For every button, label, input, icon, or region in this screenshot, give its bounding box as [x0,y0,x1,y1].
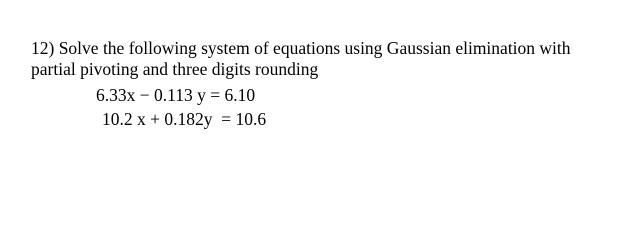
problem-text-line-2: partial pivoting and three digits rounding [31,59,319,79]
equation-system [96,83,266,131]
equation-2-lhs: 10.2 x + 0.182y [102,109,213,129]
equation-2-rhs: 10.6 [235,109,267,129]
equation-1-lhs: 6.33x − 0.113 y [96,85,206,105]
problem-text-line-1: 12) Solve the following system of equations using Gaussian elimination with [31,38,571,58]
equation-1 [96,83,266,107]
equation-1-rhs: 6.10 [224,85,256,105]
equation-1-equals: = [205,85,225,105]
equation-2-equals: = [212,109,236,129]
equation-2 [102,107,266,131]
problem-statement [31,38,631,80]
